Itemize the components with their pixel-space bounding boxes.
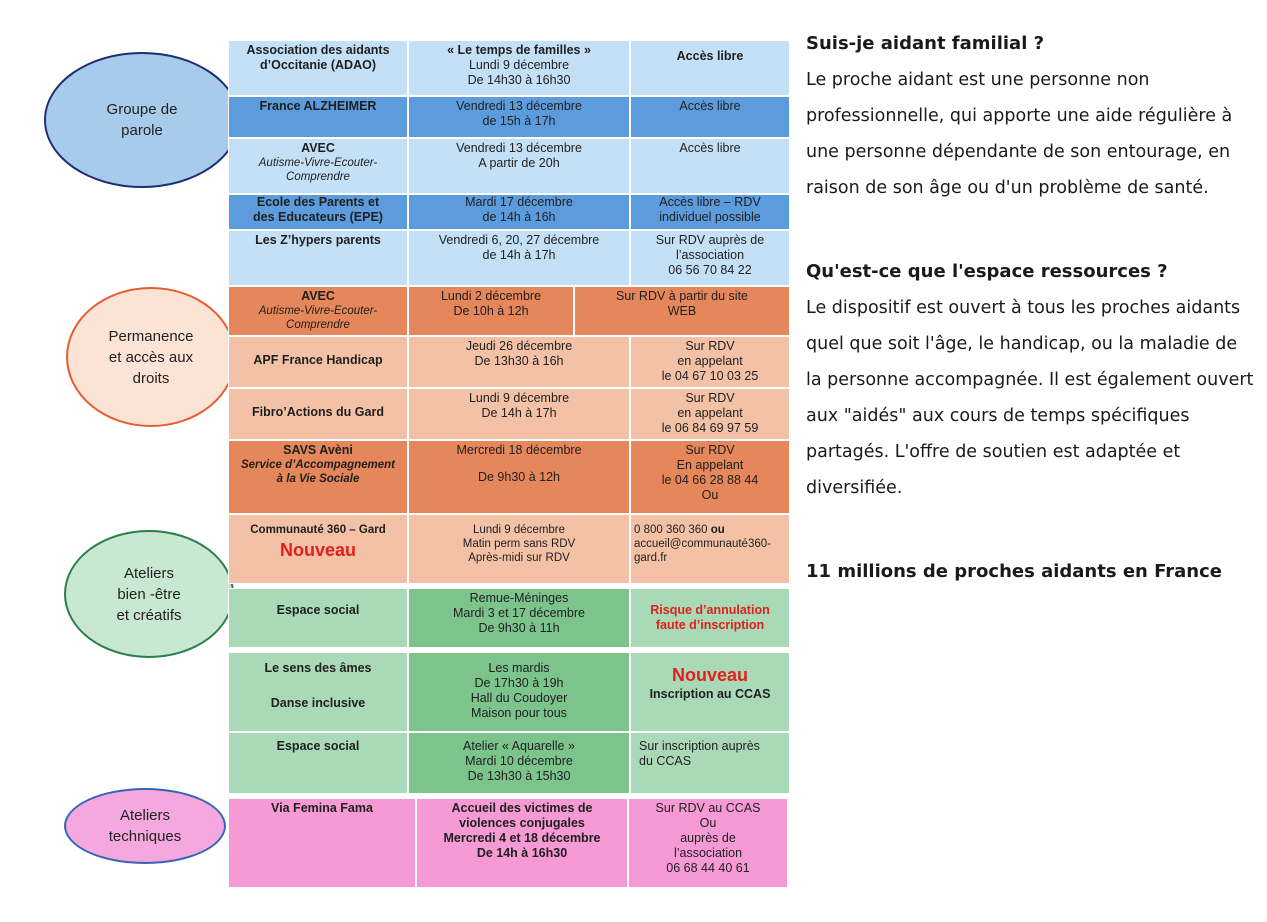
organization-name: Le sens des âmes — [264, 661, 372, 675]
heading-millions-aidants: 11 millions de proches aidants en France — [806, 561, 1222, 582]
event-location: Hall du Coudoyer — [470, 691, 568, 705]
event-time: De 9h30 à 12h — [477, 470, 560, 484]
organization-name: Fibro’Actions du Gard — [252, 405, 384, 419]
event-title: « Le temps de familles » — [447, 43, 591, 57]
spacer — [806, 206, 1256, 254]
access-info: Accès libre — [679, 141, 741, 155]
event-cell — [408, 138, 630, 194]
event-time: De 14h à 17h — [481, 406, 557, 420]
access-info: Accès libre — [676, 49, 744, 63]
category-ateliers-bien-etre: Ateliers bien -être et créatifs — [64, 530, 234, 658]
event-cell — [408, 514, 630, 584]
access-info: auprès de — [680, 831, 736, 845]
paragraph-espace-ressources: Le dispositif est ouvert à tous les proches aidants quel que soit l'âge, le handicap, ou la maladie de la personne accompagnée. Il est également ouvert aux "aidés" aux cours de temps spécifiques partagés. L'offre de soutien est adaptée et diversifiée. — [806, 298, 1254, 498]
organization-cell — [228, 286, 408, 336]
organization-cell — [228, 138, 408, 194]
organization-subtitle: Autisme-Vivre-Ecouter- Comprendre — [258, 305, 378, 331]
phone-number: le 04 66 28 88 44 — [661, 473, 759, 487]
access-cell — [630, 40, 790, 96]
event-date: Mardi 10 décembre — [465, 754, 573, 768]
access-cell — [630, 336, 790, 388]
event-location: Maison pour tous — [471, 706, 567, 720]
access-cell — [630, 652, 790, 732]
access-info: Accès libre – RDV — [659, 195, 761, 209]
event-date: Vendredi 6, 20, 27 décembre — [438, 233, 600, 247]
event-date: Jeudi 26 décembre — [465, 339, 573, 353]
organization-cell — [228, 336, 408, 388]
access-cell — [630, 514, 790, 584]
access-info: individuel possible — [659, 210, 761, 224]
organization-name: Danse inclusive — [270, 696, 366, 710]
organization-cell — [228, 652, 408, 732]
event-date: Lundi 9 décembre — [472, 524, 566, 536]
organization-name: AVEC — [301, 289, 335, 303]
email-address: gard.fr — [634, 552, 668, 564]
table-row — [228, 588, 790, 648]
organization-subtitle: Service d’Accompagnement à la Vie Sociale — [240, 459, 396, 485]
event-title: Remue-Méninges — [469, 591, 569, 605]
access-info: Sur RDV — [685, 443, 735, 457]
table-row — [228, 514, 790, 584]
organization-name: AVEC — [301, 141, 335, 155]
table-row — [228, 286, 790, 336]
table-row — [228, 96, 790, 138]
access-info: WEB — [667, 304, 697, 318]
access-info: en appelant — [677, 406, 743, 420]
event-date: Lundi 9 décembre — [468, 58, 570, 72]
organization-cell — [228, 40, 408, 96]
event-title: Accueil des victimes de — [451, 801, 593, 815]
event-time: De 9h30 à 11h — [478, 621, 560, 635]
table-row — [228, 40, 790, 96]
access-info: Accès libre — [679, 99, 741, 113]
access-cell — [628, 798, 788, 888]
table-row — [228, 336, 790, 388]
table-row — [228, 440, 790, 514]
organization-cell — [228, 514, 408, 584]
access-info: du CCAS — [639, 754, 692, 768]
event-title: violences conjugales — [459, 816, 585, 830]
access-info: Inscription au CCAS — [649, 687, 771, 701]
table-row — [228, 732, 790, 794]
event-time: De 14h à 16h30 — [476, 846, 568, 860]
organization-subtitle: Autisme-Vivre-Ecouter- Comprendre — [258, 157, 378, 183]
phone-number: 06 68 44 40 61 — [666, 861, 750, 875]
organization-cell — [228, 440, 408, 514]
access-cell — [630, 138, 790, 194]
spacer — [412, 458, 626, 470]
event-cell — [408, 96, 630, 138]
organization-name: France ALZHEIMER — [259, 99, 377, 113]
access-info: l’association — [675, 248, 745, 262]
organization-cell — [228, 230, 408, 286]
event-cell — [408, 440, 630, 514]
event-cell — [416, 798, 628, 888]
event-time: de 14h à 16h — [482, 210, 556, 224]
heading-espace-ressources: Qu'est-ce que l'espace ressources ? — [806, 261, 1168, 282]
organization-name: Les Z’hypers parents — [255, 233, 381, 247]
access-cell — [630, 440, 790, 514]
organization-name: Espace social — [276, 739, 360, 753]
event-time: De 17h30 à 19h — [474, 676, 564, 690]
event-cell — [408, 230, 630, 286]
event-cell — [408, 732, 630, 794]
phone-number: le 06 84 69 97 59 — [661, 421, 759, 435]
access-cell — [630, 732, 790, 794]
access-cell — [630, 194, 790, 230]
category-groupe-de-parole: Groupe de parole — [44, 52, 240, 188]
event-cell — [408, 336, 630, 388]
access-cell — [630, 230, 790, 286]
access-info: en appelant — [677, 354, 743, 368]
phone-number: 0 800 360 360 — [634, 524, 708, 536]
event-time: Après-midi sur RDV — [468, 552, 570, 564]
event-cell — [408, 286, 574, 336]
new-badge: Nouveau — [671, 665, 749, 685]
event-cell — [408, 588, 630, 648]
event-time: de 14h à 17h — [482, 248, 556, 262]
phone-number: 06 56 70 84 22 — [668, 263, 752, 277]
event-date: Vendredi 13 décembre — [456, 141, 582, 155]
access-info: ou — [710, 524, 725, 536]
event-cell — [408, 652, 630, 732]
table-row — [228, 194, 790, 230]
access-info: Sur RDV — [685, 391, 735, 405]
access-info: Ou — [699, 816, 717, 830]
organization-name: Espace social — [276, 603, 360, 617]
category-permanence-droits: Permanence et accès aux droits — [66, 287, 236, 427]
table-row — [228, 138, 790, 194]
event-time: De 13h30 à 16h — [474, 354, 564, 368]
table-row — [228, 230, 790, 286]
organization-name: Association des aidants d’Occitanie (ADAO) — [246, 43, 390, 72]
access-cell — [630, 588, 790, 648]
event-time: De 10h à 12h — [453, 304, 529, 318]
organization-name: APF France Handicap — [253, 353, 383, 367]
access-cell — [630, 96, 790, 138]
access-cell — [630, 388, 790, 440]
table-row — [228, 798, 790, 888]
cancellation-warning: faute d’inscription — [655, 618, 765, 632]
organization-cell — [228, 732, 408, 794]
organization-name: Communauté 360 – Gard — [250, 524, 386, 536]
access-cell — [574, 286, 790, 336]
event-date: Les mardis — [488, 661, 550, 675]
spacer — [806, 506, 1256, 554]
new-badge: Nouveau — [279, 540, 357, 560]
access-info: Sur RDV au CCAS — [655, 801, 761, 815]
email-address: accueil@communauté360- — [634, 538, 771, 550]
spacer — [232, 676, 404, 696]
event-date: Vendredi 13 décembre — [456, 99, 582, 113]
event-title: Atelier « Aquarelle » — [463, 739, 575, 753]
access-info: Sur RDV à partir du site — [616, 289, 748, 303]
event-time: A partir de 20h — [478, 156, 560, 170]
paragraph-aidant-definition: Le proche aidant est une personne non professionnelle, qui apporte une aide régulière à une personne dépendante de son entourage, en raison de son âge ou d'un problème de santé. — [806, 70, 1233, 198]
organization-name: Ecole des Parents et des Educateurs (EPE) — [253, 195, 383, 224]
event-date: Mercredi 4 et 18 décembre — [443, 831, 601, 845]
event-cell — [408, 388, 630, 440]
heading-aidant-familial: Suis-je aidant familial ? — [806, 33, 1045, 54]
phone-number: le 04 67 10 03 25 — [661, 369, 759, 383]
access-info: Ou — [701, 488, 719, 502]
table-row — [228, 652, 790, 732]
organization-cell — [228, 388, 408, 440]
organization-cell — [228, 798, 416, 888]
access-info: Sur RDV — [685, 339, 735, 353]
organization-cell — [228, 588, 408, 648]
event-date: Mardi 17 décembre — [465, 195, 573, 209]
organization-name: SAVS Avèni — [283, 443, 353, 457]
access-info: Sur inscription auprès — [639, 739, 760, 753]
event-date: Mardi 3 et 17 décembre — [452, 606, 585, 620]
access-info: En appelant — [676, 458, 744, 472]
table-row — [228, 388, 790, 440]
event-date: Lundi 2 décembre — [440, 289, 542, 303]
organization-cell — [228, 194, 408, 230]
access-info: Sur RDV auprès de — [655, 233, 765, 247]
event-date: Lundi 9 décembre — [468, 391, 570, 405]
access-info: l’association — [673, 846, 743, 860]
event-cell — [408, 40, 630, 96]
organization-name: Via Femina Fama — [271, 801, 373, 815]
event-date: Mercredi 18 décembre — [456, 443, 582, 457]
event-time: de 15h à 17h — [482, 114, 556, 128]
organization-cell — [228, 96, 408, 138]
info-column — [806, 26, 1256, 590]
event-time: De 14h30 à 16h30 — [467, 73, 571, 87]
cancellation-warning: Risque d’annulation — [650, 603, 770, 617]
category-ateliers-techniques: Ateliers techniques — [64, 788, 226, 864]
event-time: Matin perm sans RDV — [462, 538, 576, 550]
event-time: De 13h30 à 15h30 — [467, 769, 571, 783]
event-cell — [408, 194, 630, 230]
